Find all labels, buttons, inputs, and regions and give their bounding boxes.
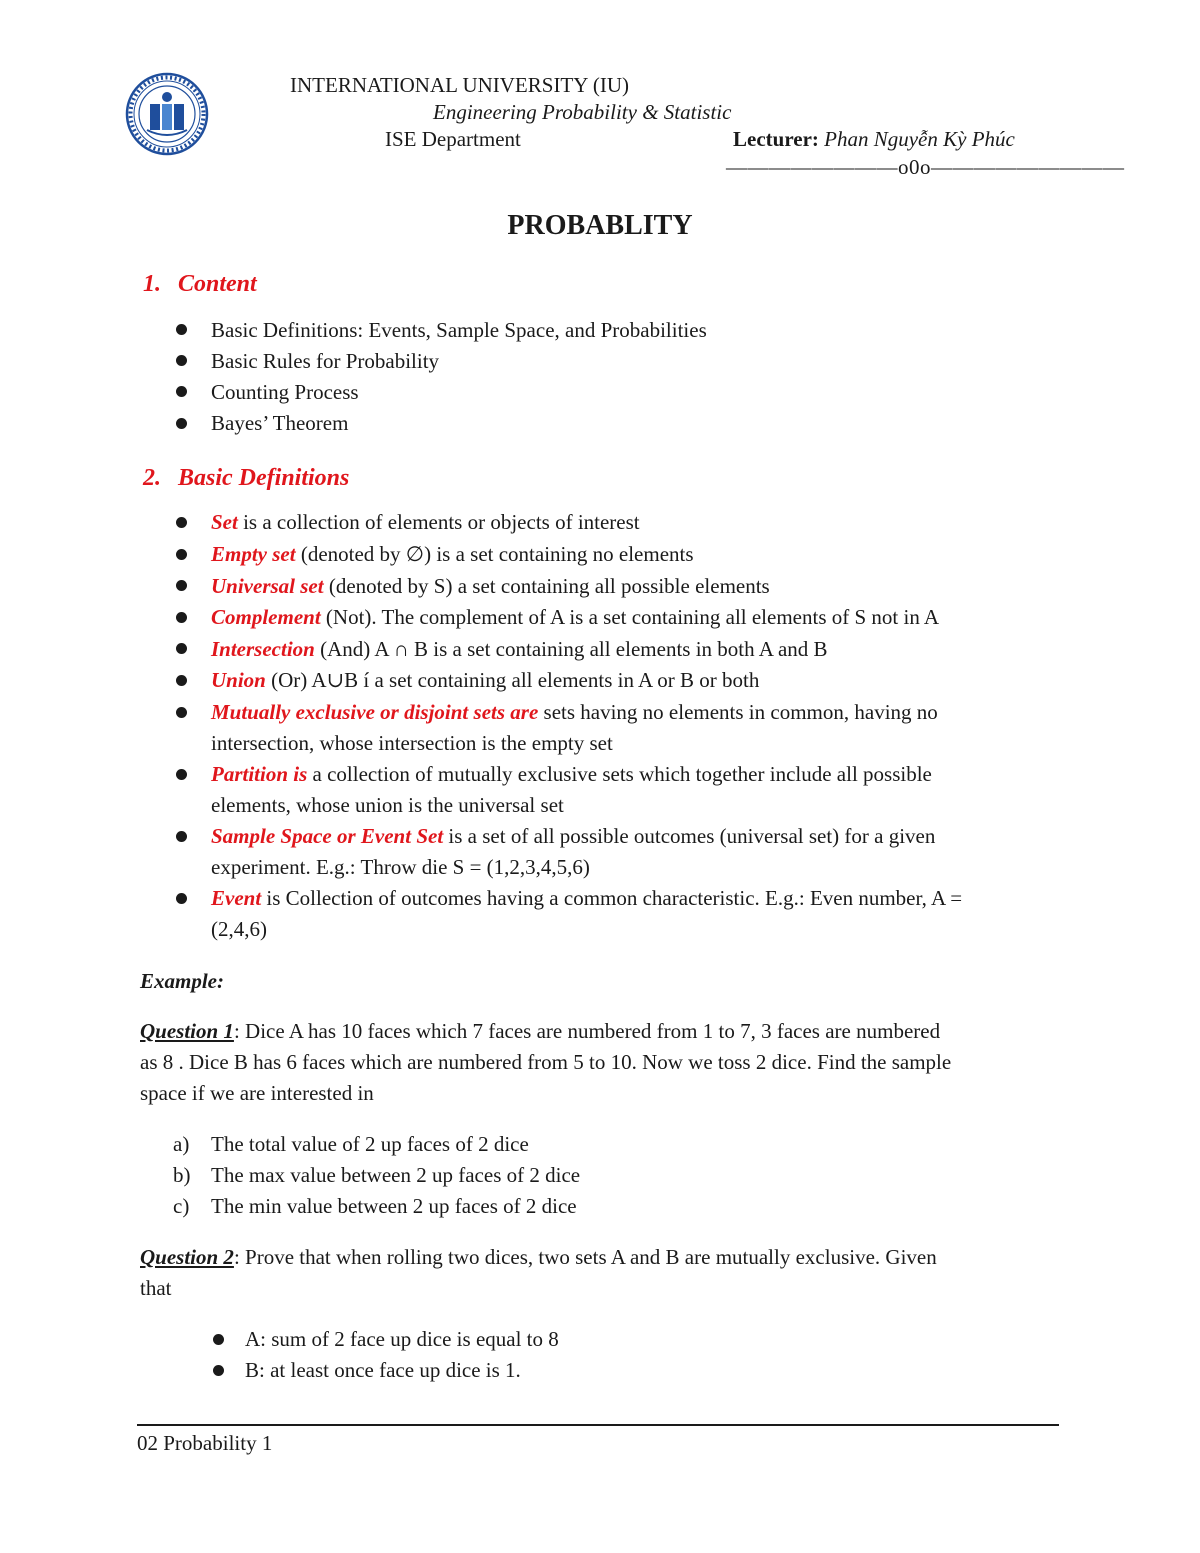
definition-text: a collection of mutually exclusive sets which together include all possible xyxy=(307,762,932,786)
part-letter: b) xyxy=(173,1163,191,1187)
question-1-part-c xyxy=(173,1196,577,1217)
question-1-part-b xyxy=(173,1165,580,1186)
list-item: Basic Rules for Probability xyxy=(211,349,440,373)
question-1-text: : Dice A has 10 faces which 7 faces are numbered from 1 to 7, 3 faces are numbered xyxy=(233,1019,941,1043)
bullet-icon xyxy=(176,612,187,623)
example-label: Example: xyxy=(140,969,224,993)
definition-term: Intersection xyxy=(211,637,315,661)
question-2-text: : Prove that when rolling two dices, two sets A and B are mutually exclusive. Given xyxy=(233,1245,937,1269)
definition-term: Sample Space or Event Set xyxy=(211,824,444,848)
question-1-part-a xyxy=(173,1134,529,1155)
bullet-icon xyxy=(176,324,187,335)
question-2-label: Question 2 xyxy=(140,1245,234,1269)
part-text: The min value between 2 up faces of 2 dice xyxy=(211,1194,577,1218)
bullet-icon xyxy=(176,893,187,904)
part-letter: c) xyxy=(173,1194,190,1218)
question-1-line xyxy=(140,1021,940,1042)
definition-item xyxy=(211,576,770,597)
section-heading-basic-definitions xyxy=(143,465,349,492)
definition-text: (Or) A∪B í a set containing all elements in A or B or both xyxy=(265,668,760,692)
bullet-icon xyxy=(176,355,187,366)
lecturer-label: Lecturer: xyxy=(733,127,819,151)
bullet-icon xyxy=(176,831,187,842)
university-name: INTERNATIONAL UNIVERSITY (IU) xyxy=(290,73,630,97)
definition-item xyxy=(211,702,938,723)
definition-text-continued: intersection, whose intersection is the empty set xyxy=(211,731,613,755)
definition-item xyxy=(211,639,828,660)
bullet-icon xyxy=(176,549,187,560)
definition-term: Empty set xyxy=(211,542,296,566)
question-2-text-continued: that xyxy=(140,1276,172,1300)
question-2-line xyxy=(140,1247,937,1268)
definition-text: is a collection of elements or objects of interest xyxy=(237,510,640,534)
definition-text: (Not). The complement of A is a set containing all elements of S not in A xyxy=(320,605,940,629)
bullet-icon xyxy=(176,517,187,528)
definition-item xyxy=(211,764,932,785)
definition-text: is Collection of outcomes having a common characteristic. E.g.: Even number, A = xyxy=(261,886,963,910)
section-title: Content xyxy=(178,271,257,297)
definition-term: Universal set xyxy=(211,574,324,598)
definition-item xyxy=(211,888,962,909)
section-number: 1. xyxy=(143,271,161,297)
definition-item xyxy=(211,544,694,565)
bullet-icon xyxy=(176,643,187,654)
definition-text: is a set of all possible outcomes (universal set) for a given xyxy=(443,824,936,848)
question-2-item: B: at least once face up dice is 1. xyxy=(245,1358,521,1382)
list-item: Bayes’ Theorem xyxy=(211,411,349,435)
bullet-icon xyxy=(213,1365,224,1376)
header-separator: ————————o0o————————— xyxy=(726,155,1125,179)
definition-item xyxy=(211,512,640,533)
course-name: Engineering Probability & Statistic xyxy=(433,100,732,124)
page-title: PROBABLITY xyxy=(507,210,693,241)
department-name: ISE Department xyxy=(385,127,521,151)
question-1-label: Question 1 xyxy=(140,1019,234,1043)
definition-text: (And) A ∩ B is a set containing all elements in both A and B xyxy=(314,637,828,661)
definition-term: Partition is xyxy=(211,762,308,786)
section-title: Basic Definitions xyxy=(178,465,350,491)
definition-term: Mutually exclusive or disjoint sets are xyxy=(211,700,539,724)
section-number: 2. xyxy=(143,465,161,491)
bullet-icon xyxy=(176,769,187,780)
part-letter: a) xyxy=(173,1132,190,1156)
question-1-text-continued: space if we are interested in xyxy=(140,1081,374,1105)
part-text: The total value of 2 up faces of 2 dice xyxy=(211,1132,529,1156)
definition-term: Complement xyxy=(211,605,321,629)
question-1-text-continued: as 8 . Dice B has 6 faces which are numbered from 5 to 10. Now we toss 2 dice. Find the sample xyxy=(140,1050,952,1074)
lecturer-name: Phan Nguyễn Kỳ Phúc xyxy=(824,127,1015,151)
bullet-icon xyxy=(176,418,187,429)
definition-text-continued: experiment. E.g.: Throw die S = (1,2,3,4,5,6) xyxy=(211,855,590,879)
definition-term: Set xyxy=(211,510,238,534)
bullet-icon xyxy=(176,675,187,686)
definition-term: Union xyxy=(211,668,266,692)
bullet-icon xyxy=(213,1334,224,1345)
bullet-icon xyxy=(176,386,187,397)
definition-text-continued: elements, whose union is the universal set xyxy=(211,793,564,817)
definition-text-continued: (2,4,6) xyxy=(211,917,267,941)
footer-divider xyxy=(137,1424,1059,1426)
bullet-icon xyxy=(176,580,187,591)
university-logo-icon xyxy=(125,72,209,156)
definition-item xyxy=(211,670,759,691)
list-item: Counting Process xyxy=(211,380,359,404)
definition-item xyxy=(211,826,935,847)
definition-text: (denoted by ∅) is a set containing no elements xyxy=(295,542,694,566)
page-footer: 02 Probability 1 xyxy=(137,1431,273,1455)
bullet-icon xyxy=(176,707,187,718)
definition-text: (denoted by S) a set containing all possible elements xyxy=(323,574,770,598)
part-text: The max value between 2 up faces of 2 dice xyxy=(211,1163,581,1187)
question-2-item: A: sum of 2 face up dice is equal to 8 xyxy=(245,1327,559,1351)
definition-term: Event xyxy=(211,886,262,910)
lecturer-line xyxy=(733,129,1015,150)
section-heading-content xyxy=(143,271,257,298)
definition-item xyxy=(211,607,939,628)
definition-text: sets having no elements in common, having no xyxy=(538,700,938,724)
list-item: Basic Definitions: Events, Sample Space, and Probabilities xyxy=(211,318,707,342)
